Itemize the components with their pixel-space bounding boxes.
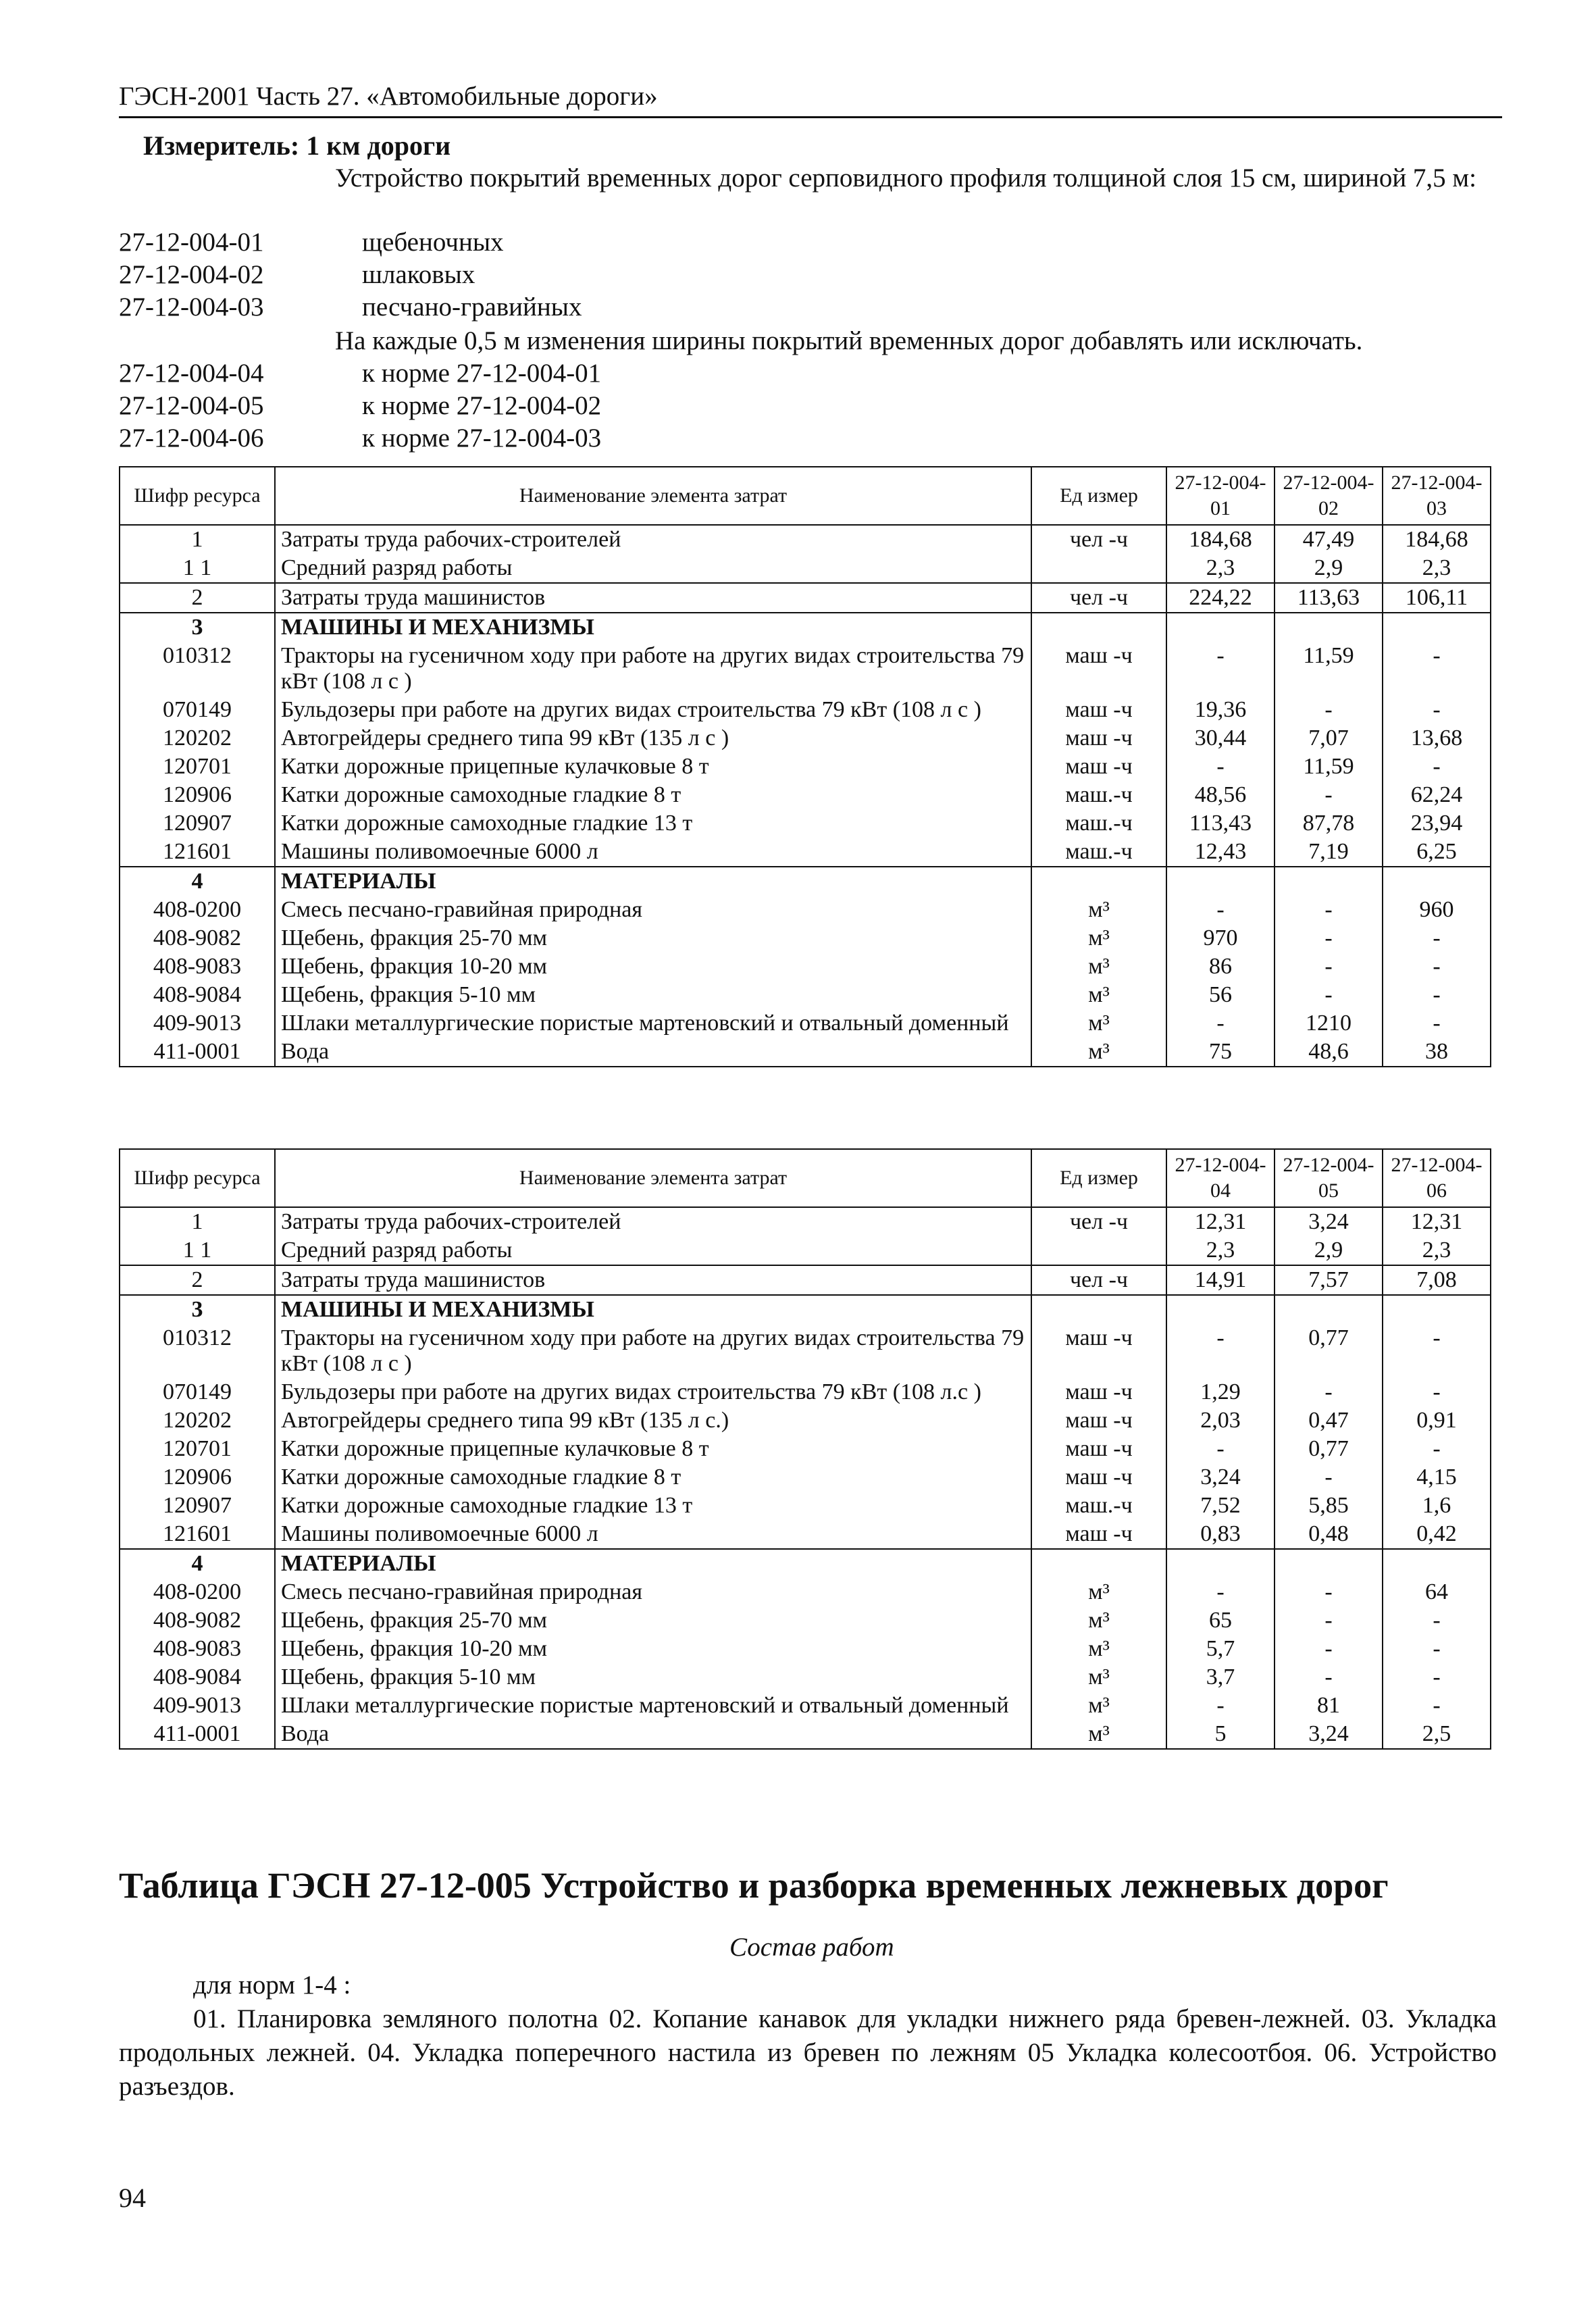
table-cell: м³ <box>1031 1578 1166 1606</box>
table-cell <box>1383 613 1491 642</box>
table-row <box>120 1009 1491 1038</box>
table-cell: 12,31 <box>1383 1207 1491 1236</box>
table-cell: 409-9013 <box>120 1692 275 1720</box>
table-cell: - <box>1166 1009 1275 1038</box>
table-cell <box>1275 613 1383 642</box>
table-cell: 23,94 <box>1383 809 1491 838</box>
table-cell: 411-0001 <box>120 1720 275 1749</box>
column-header: Ед измер <box>1031 1149 1166 1207</box>
table-cell: чел -ч <box>1031 1265 1166 1295</box>
table-cell: Бульдозеры при работе на других видах строительства 79 кВт (108 л.с ) <box>275 1378 1031 1406</box>
table-cell: 2,03 <box>1166 1406 1275 1435</box>
norm-text: щебеночных <box>362 228 504 257</box>
table-cell: - <box>1383 981 1491 1009</box>
table-cell: 7,19 <box>1275 838 1383 867</box>
table-cell: - <box>1275 696 1383 724</box>
table-cell: - <box>1383 753 1491 781</box>
norm-code: 27-12-004-06 <box>119 424 264 453</box>
column-header: 27-12-004-01 <box>1166 467 1275 525</box>
table-cell: - <box>1383 1635 1491 1663</box>
table-cell: 0,77 <box>1275 1435 1383 1463</box>
table-cell: 408-9082 <box>120 924 275 952</box>
norm-text: к норме 27-12-004-01 <box>362 359 602 388</box>
table-cell: 1 <box>120 1207 275 1236</box>
table-cell: 19,36 <box>1166 696 1275 724</box>
table-cell: - <box>1383 952 1491 981</box>
table-row <box>120 1720 1491 1749</box>
table-row <box>120 724 1491 753</box>
table-cell: 65 <box>1166 1606 1275 1635</box>
table-cell: 0,42 <box>1383 1520 1491 1549</box>
table-cell: 3,24 <box>1275 1207 1383 1236</box>
table-cell: маш -ч <box>1031 1324 1166 1378</box>
table-cell: - <box>1383 1324 1491 1378</box>
table-cell: Смесь песчано-гравийная природная <box>275 896 1031 924</box>
table-cell: 7,57 <box>1275 1265 1383 1295</box>
table-cell: 0,91 <box>1383 1406 1491 1435</box>
table-cell: маш -ч <box>1031 1463 1166 1492</box>
table-cell: 224,22 <box>1166 583 1275 613</box>
table-cell: 2 <box>120 583 275 613</box>
table-cell: - <box>1275 1663 1383 1692</box>
norm-text: шлаковых <box>362 260 475 289</box>
table-cell: 2,9 <box>1275 554 1383 583</box>
table-cell: 81 <box>1275 1692 1383 1720</box>
column-header: Наименование элемента затрат <box>275 1149 1031 1207</box>
table-row <box>120 1435 1491 1463</box>
table-cell: - <box>1166 642 1275 696</box>
table-row <box>120 1520 1491 1549</box>
table-cell: 113,43 <box>1166 809 1275 838</box>
table-cell: 4,15 <box>1383 1463 1491 1492</box>
table-cell: 75 <box>1166 1038 1275 1067</box>
table-cell: 2,3 <box>1166 554 1275 583</box>
table-cell: Машины поливомоечные 6000 л <box>275 838 1031 867</box>
table-cell: - <box>1166 1692 1275 1720</box>
table-row <box>120 896 1491 924</box>
running-header: ГЭСН-2001 Часть 27. «Автомобильные дороги» <box>119 82 658 111</box>
table-cell: 5 <box>1166 1720 1275 1749</box>
table-cell: 121601 <box>120 838 275 867</box>
table-cell <box>1031 867 1166 896</box>
table-cell: 408-0200 <box>120 896 275 924</box>
table-cell: МАШИНЫ И МЕХАНИЗМЫ <box>275 613 1031 642</box>
table-cell: 1 1 <box>120 554 275 583</box>
table-cell: 11,59 <box>1275 753 1383 781</box>
table-header-row <box>120 467 1491 525</box>
table-row <box>120 525 1491 554</box>
table-cell: 0,47 <box>1275 1406 1383 1435</box>
table-cell: 87,78 <box>1275 809 1383 838</box>
table-cell: 12,31 <box>1166 1207 1275 1236</box>
table-cell: - <box>1383 1009 1491 1038</box>
table-cell: 11,59 <box>1275 642 1383 696</box>
table-cell: Машины поливомоечные 6000 л <box>275 1520 1031 1549</box>
table-cell: 408-9083 <box>120 952 275 981</box>
table-cell: Катки дорожные самоходные гладкие 13 т <box>275 1492 1031 1520</box>
table-row <box>120 1492 1491 1520</box>
table-cell: 13,68 <box>1383 724 1491 753</box>
table-row <box>120 1606 1491 1635</box>
norm-text: песчано-гравийных <box>362 293 582 322</box>
table-row <box>120 613 1491 642</box>
column-header: Ед измер <box>1031 467 1166 525</box>
table-cell: 411-0001 <box>120 1038 275 1067</box>
table-cell: 7,52 <box>1166 1492 1275 1520</box>
norm-code: 27-12-004-02 <box>119 260 264 289</box>
table-cell: 2,3 <box>1166 1236 1275 1265</box>
table-cell: - <box>1383 924 1491 952</box>
column-header: Шифр ресурса <box>120 467 275 525</box>
norm-code: 27-12-004-03 <box>119 293 264 322</box>
table-row <box>120 1236 1491 1265</box>
table-cell: - <box>1275 952 1383 981</box>
table-cell: 1210 <box>1275 1009 1383 1038</box>
table-cell <box>1031 613 1166 642</box>
table-row <box>120 1635 1491 1663</box>
table-cell: 48,56 <box>1166 781 1275 809</box>
table-cell <box>1031 554 1166 583</box>
table-cell: 010312 <box>120 642 275 696</box>
table-cell: 48,6 <box>1275 1038 1383 1067</box>
table-cell: Тракторы на гусеничном ходу при работе на других видах строительства 79 кВт (108 л с ) <box>275 642 1031 696</box>
table-cell: 1 1 <box>120 1236 275 1265</box>
table-cell: 0,77 <box>1275 1324 1383 1378</box>
norm-text: к норме 27-12-004-02 <box>362 391 602 420</box>
table-row <box>120 1663 1491 1692</box>
table-cell: - <box>1275 981 1383 1009</box>
column-header: 27-12-004-05 <box>1275 1149 1383 1207</box>
table-row <box>120 1207 1491 1236</box>
table-cell: 120907 <box>120 809 275 838</box>
table-cell <box>1166 867 1275 896</box>
table-cell: 408-9084 <box>120 981 275 1009</box>
table-cell: м³ <box>1031 924 1166 952</box>
table-cell: - <box>1275 1606 1383 1635</box>
table-cell: Катки дорожные самоходные гладкие 13 т <box>275 809 1031 838</box>
table-cell: маш -ч <box>1031 1378 1166 1406</box>
norm-code: 27-12-004-05 <box>119 391 264 420</box>
norm-text: к норме 27-12-004-03 <box>362 424 602 453</box>
table-row <box>120 981 1491 1009</box>
table-row <box>120 583 1491 613</box>
table-row <box>120 924 1491 952</box>
table-cell: 010312 <box>120 1324 275 1378</box>
table-cell <box>1031 1236 1166 1265</box>
table-cell: 3 <box>120 1295 275 1324</box>
table-cell: 3,7 <box>1166 1663 1275 1692</box>
table-cell <box>1031 1549 1166 1578</box>
table-cell: маш.-ч <box>1031 781 1166 809</box>
for-norms-label: для норм 1-4 : <box>193 1971 351 2000</box>
table-cell: Средний разряд работы <box>275 1236 1031 1265</box>
resource-table-1 <box>119 466 1491 1067</box>
table-cell: - <box>1383 642 1491 696</box>
table-cell: чел -ч <box>1031 525 1166 554</box>
table-cell: 56 <box>1166 981 1275 1009</box>
table-cell: 5,85 <box>1275 1492 1383 1520</box>
table-cell <box>1383 1295 1491 1324</box>
width-note: На каждые 0,5 м изменения ширины покрытий временных дорог добавлять или исключать. <box>335 326 1363 355</box>
table-cell: 0,48 <box>1275 1520 1383 1549</box>
section-subtitle: Состав работ <box>729 1933 894 1962</box>
table-cell: Шлаки металлургические пористые мартеновский и отвальный доменный <box>275 1692 1031 1720</box>
table-cell: Катки дорожные самоходные гладкие 8 т <box>275 781 1031 809</box>
table-row <box>120 1038 1491 1067</box>
table-cell: маш -ч <box>1031 1406 1166 1435</box>
table-cell: 3,24 <box>1166 1463 1275 1492</box>
table-cell: 120907 <box>120 1492 275 1520</box>
table-cell: 120202 <box>120 1406 275 1435</box>
table-cell: Затраты труда машинистов <box>275 583 1031 613</box>
table-cell: Щебень, фракция 25-70 мм <box>275 924 1031 952</box>
table-row <box>120 642 1491 696</box>
table-cell: маш.-ч <box>1031 809 1166 838</box>
column-header: 27-12-004-02 <box>1275 467 1383 525</box>
table-cell <box>1383 867 1491 896</box>
table-cell: 4 <box>120 1549 275 1578</box>
table-cell: маш -ч <box>1031 753 1166 781</box>
table-cell: 113,63 <box>1275 583 1383 613</box>
table-cell: 070149 <box>120 1378 275 1406</box>
table-cell: 121601 <box>120 1520 275 1549</box>
table-cell: 184,68 <box>1166 525 1275 554</box>
table-header-row <box>120 1149 1491 1207</box>
table-row <box>120 838 1491 867</box>
table-cell: 12,43 <box>1166 838 1275 867</box>
table-cell: Средний разряд работы <box>275 554 1031 583</box>
table-cell: Щебень, фракция 10-20 мм <box>275 1635 1031 1663</box>
table-row <box>120 1549 1491 1578</box>
table-row <box>120 554 1491 583</box>
table-cell: м³ <box>1031 1009 1166 1038</box>
table-cell: маш -ч <box>1031 696 1166 724</box>
table-cell: м³ <box>1031 1720 1166 1749</box>
table-cell: 4 <box>120 867 275 896</box>
table-cell: 408-9082 <box>120 1606 275 1635</box>
table-cell: Шлаки металлургические пористые мартеновский и отвальный доменный <box>275 1009 1031 1038</box>
table-cell: МАШИНЫ И МЕХАНИЗМЫ <box>275 1295 1031 1324</box>
table-cell: 970 <box>1166 924 1275 952</box>
table-cell <box>1166 613 1275 642</box>
table-row <box>120 1265 1491 1295</box>
table-cell <box>1275 1295 1383 1324</box>
table-cell: маш -ч <box>1031 724 1166 753</box>
table-cell: 86 <box>1166 952 1275 981</box>
table-cell: м³ <box>1031 981 1166 1009</box>
table-cell: Катки дорожные прицепные кулачковые 8 т <box>275 753 1031 781</box>
table-cell: 120906 <box>120 781 275 809</box>
table-row <box>120 1406 1491 1435</box>
table-cell: Щебень, фракция 5-10 мм <box>275 981 1031 1009</box>
table-cell: 1,6 <box>1383 1492 1491 1520</box>
table-cell: 3,24 <box>1275 1720 1383 1749</box>
table-cell: 3 <box>120 613 275 642</box>
resource-table-2 <box>119 1148 1491 1750</box>
table-cell: м³ <box>1031 1038 1166 1067</box>
table-row <box>120 809 1491 838</box>
table-cell: маш.-ч <box>1031 838 1166 867</box>
table-cell: маш.-ч <box>1031 1492 1166 1520</box>
measure-unit: Измеритель: 1 км дороги <box>143 130 451 161</box>
table-cell: Автогрейдеры среднего типа 99 кВт (135 л с ) <box>275 724 1031 753</box>
table-cell: 1 <box>120 525 275 554</box>
table-cell: 2,9 <box>1275 1236 1383 1265</box>
column-header: Шифр ресурса <box>120 1149 275 1207</box>
table-cell: чел -ч <box>1031 583 1166 613</box>
table-cell: - <box>1275 1463 1383 1492</box>
table-row <box>120 1324 1491 1378</box>
table-cell: 120701 <box>120 1435 275 1463</box>
table-cell: - <box>1166 1324 1275 1378</box>
table-cell: 62,24 <box>1383 781 1491 809</box>
table-cell: 14,91 <box>1166 1265 1275 1295</box>
table-cell: - <box>1383 1435 1491 1463</box>
table-cell: Бульдозеры при работе на других видах строительства 79 кВт (108 л с ) <box>275 696 1031 724</box>
table-cell: - <box>1166 753 1275 781</box>
table-cell: 5,7 <box>1166 1635 1275 1663</box>
table-cell: Вода <box>275 1038 1031 1067</box>
table-cell: - <box>1275 1378 1383 1406</box>
table-cell: Вода <box>275 1720 1031 1749</box>
table-cell: м³ <box>1031 1663 1166 1692</box>
table-cell: 2,5 <box>1383 1720 1491 1749</box>
table-cell: 120701 <box>120 753 275 781</box>
table-row <box>120 867 1491 896</box>
table-cell: Затраты труда рабочих-строителей <box>275 1207 1031 1236</box>
header-rule <box>119 116 1502 118</box>
table-cell <box>1031 1295 1166 1324</box>
table-cell: 120906 <box>120 1463 275 1492</box>
table-cell: МАТЕРИАЛЫ <box>275 867 1031 896</box>
table-cell: 070149 <box>120 696 275 724</box>
table-cell <box>1275 867 1383 896</box>
table-cell: 2,3 <box>1383 554 1491 583</box>
table-cell <box>1166 1295 1275 1324</box>
table-cell: 7,07 <box>1275 724 1383 753</box>
table-cell: МАТЕРИАЛЫ <box>275 1549 1031 1578</box>
table-cell: - <box>1383 696 1491 724</box>
table-cell: Катки дорожные прицепные кулачковые 8 т <box>275 1435 1031 1463</box>
table-cell: - <box>1275 924 1383 952</box>
table-cell: - <box>1275 781 1383 809</box>
table-cell: чел -ч <box>1031 1207 1166 1236</box>
table-cell: Смесь песчано-гравийная природная <box>275 1578 1031 1606</box>
table-row <box>120 696 1491 724</box>
table-cell: - <box>1383 1378 1491 1406</box>
table-cell: - <box>1383 1692 1491 1720</box>
table-cell: 38 <box>1383 1038 1491 1067</box>
table-cell: 30,44 <box>1166 724 1275 753</box>
norm-code: 27-12-004-01 <box>119 228 264 257</box>
table-row <box>120 1692 1491 1720</box>
table-cell: Щебень, фракция 25-70 мм <box>275 1606 1031 1635</box>
table-cell: 106,11 <box>1383 583 1491 613</box>
table-cell: - <box>1383 1663 1491 1692</box>
table-cell: м³ <box>1031 952 1166 981</box>
table-cell: 6,25 <box>1383 838 1491 867</box>
page-number: 94 <box>119 2183 146 2213</box>
table-cell: 7,08 <box>1383 1265 1491 1295</box>
table-cell: 120202 <box>120 724 275 753</box>
table-cell: - <box>1166 896 1275 924</box>
table-cell: - <box>1275 1578 1383 1606</box>
table-cell: м³ <box>1031 1692 1166 1720</box>
table-cell <box>1166 1549 1275 1578</box>
table-cell: - <box>1275 1635 1383 1663</box>
section-title: Таблица ГЭСН 27-12-005 Устройство и разборка временных лежневых дорог <box>119 1865 1389 1906</box>
table-cell: 408-9083 <box>120 1635 275 1663</box>
table-row <box>120 781 1491 809</box>
table-cell: 2 <box>120 1265 275 1295</box>
table-cell <box>1383 1549 1491 1578</box>
table-cell: 64 <box>1383 1578 1491 1606</box>
table-cell: Щебень, фракция 5-10 мм <box>275 1663 1031 1692</box>
table-cell: 409-9013 <box>120 1009 275 1038</box>
table-cell: Затраты труда рабочих-строителей <box>275 525 1031 554</box>
table-cell: м³ <box>1031 1606 1166 1635</box>
table-cell: 1,29 <box>1166 1378 1275 1406</box>
table-cell: Тракторы на гусеничном ходу при работе на других видах строительства 79 кВт (108 л с ) <box>275 1324 1031 1378</box>
column-header: 27-12-004-06 <box>1383 1149 1491 1207</box>
intro-text: Устройство покрытий временных дорог серповидного профиля толщиной слоя 15 см, шириной 7,5 м: <box>335 163 1476 193</box>
norm-code: 27-12-004-04 <box>119 359 264 388</box>
table-cell: Щебень, фракция 10-20 мм <box>275 952 1031 981</box>
column-header: 27-12-004-03 <box>1383 467 1491 525</box>
table-cell: маш -ч <box>1031 1435 1166 1463</box>
work-description: 01. Планировка земляного полотна 02. Копание канавок для укладки нижнего ряда бревен-лежней. 03. Укладка продольных лежней. 04. Укладка поперечного настила из бревен по лежням 05 Укладка колесоотбоя. 06. Устройство разъездов. <box>119 2004 1497 2101</box>
table-row <box>120 1578 1491 1606</box>
table-cell: м³ <box>1031 896 1166 924</box>
table-cell: - <box>1383 1606 1491 1635</box>
table-row <box>120 1295 1491 1324</box>
table-cell: маш -ч <box>1031 642 1166 696</box>
table-cell: 184,68 <box>1383 525 1491 554</box>
table-cell: 408-9084 <box>120 1663 275 1692</box>
table-cell: - <box>1166 1435 1275 1463</box>
table-cell: 960 <box>1383 896 1491 924</box>
column-header: 27-12-004-04 <box>1166 1149 1275 1207</box>
table-cell: 0,83 <box>1166 1520 1275 1549</box>
table-row <box>120 1463 1491 1492</box>
table-cell: 2,3 <box>1383 1236 1491 1265</box>
table-row <box>120 753 1491 781</box>
table-row <box>120 952 1491 981</box>
table-cell: Автогрейдеры среднего типа 99 кВт (135 л с.) <box>275 1406 1031 1435</box>
table-cell: Катки дорожные самоходные гладкие 8 т <box>275 1463 1031 1492</box>
table-cell: м³ <box>1031 1635 1166 1663</box>
table-cell: 47,49 <box>1275 525 1383 554</box>
table-cell: маш -ч <box>1031 1520 1166 1549</box>
column-header: Наименование элемента затрат <box>275 467 1031 525</box>
table-cell <box>1275 1549 1383 1578</box>
table-row <box>120 1378 1491 1406</box>
table-cell: Затраты труда машинистов <box>275 1265 1031 1295</box>
table-cell: 408-0200 <box>120 1578 275 1606</box>
table-cell: - <box>1275 896 1383 924</box>
table-cell: - <box>1166 1578 1275 1606</box>
